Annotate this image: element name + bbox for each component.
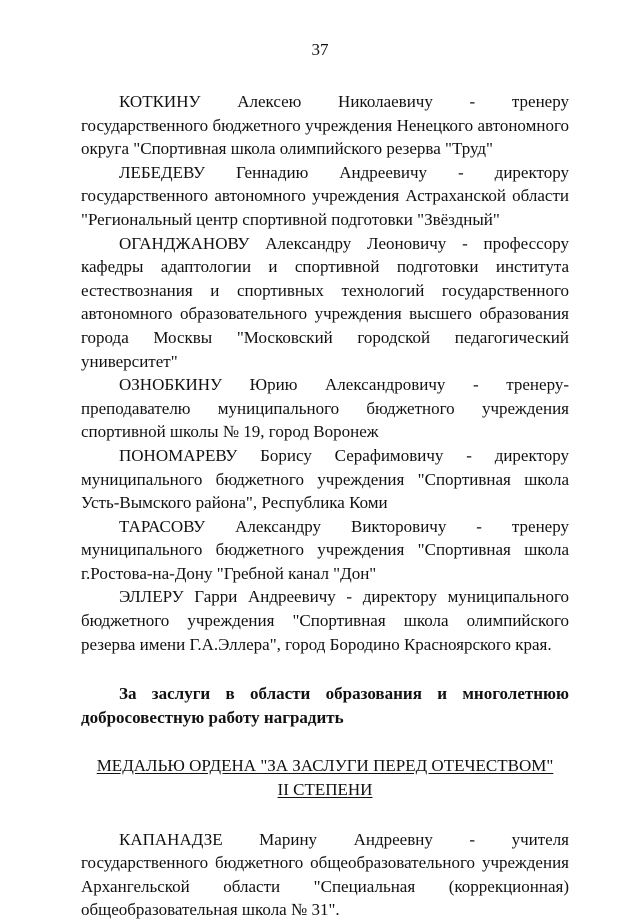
award-entry-ponomarev: ПОНОМАРЕВУ Борису Серафимовичу - директору муниципального бюджетного учреждения "Спортивная школа Усть-Вымского района", Республика Коми [81, 445, 569, 513]
award-entry-ogandzhanov: ОГАНДЖАНОВУ Александру Леоновичу - профессору кафедры адаптологии и спортивной подготовки института естествознания и спортивных технологий государственного автономного образовательного учреждения высшего образования города Москвы "Московский городской педагогический университет" [81, 233, 569, 371]
award-entry-oznobkin: ОЗНОБКИНУ Юрию Александровичу - тренеру-преподавателю муниципального бюджетного учреждения спортивной школы № 19, город Воронеж [81, 375, 569, 442]
award-entry-kotkin: КОТКИНУ Алексею Николаевичу - тренеру государственного бюджетного учреждения Ненецкого автономного округа "Спортивная школа олимпийского резерва "Труд" [81, 92, 569, 159]
award-title-line1: МЕДАЛЬЮ ОРДЕНА "ЗА ЗАСЛУГИ ПЕРЕД ОТЕЧЕСТВОМ" [96, 756, 554, 776]
award-entry-tarasov: ТАРАСОВУ Александру Викторовичу - тренеру муниципального бюджетного учреждения "Спортивная школа г.Ростова-на-Дону "Гребной канал "Дон" [81, 516, 569, 583]
section-heading: За заслуги в области образования и многолетнюю добросовестную работу наградить [81, 684, 569, 727]
award-title-line2: II СТЕПЕНИ [277, 780, 373, 800]
page-number: 37 [311, 40, 329, 59]
document-body [81, 90, 569, 922]
award-entry-eller: ЭЛЛЕРУ Гарри Андреевичу - директору муниципального бюджетного учреждения "Спортивная школа олимпийского резерва имени Г.А.Эллера", город Бородино Красноярского края. [81, 587, 569, 654]
award-title [81, 754, 569, 801]
award-entry-lebedev: ЛЕБЕДЕВУ Геннадию Андреевичу - директору государственного автономного учреждения Астраханской области "Региональный центр спортивной подготовки "Звёздный" [81, 162, 569, 229]
award-entry-kapanadze: КАПАНАДЗЕ Марину Андреевну - учителя государственного бюджетного общеобразовательного учреждения Архангельской области "Специальная (коррекционная) общеобразовательная школа № 31". [81, 829, 569, 920]
